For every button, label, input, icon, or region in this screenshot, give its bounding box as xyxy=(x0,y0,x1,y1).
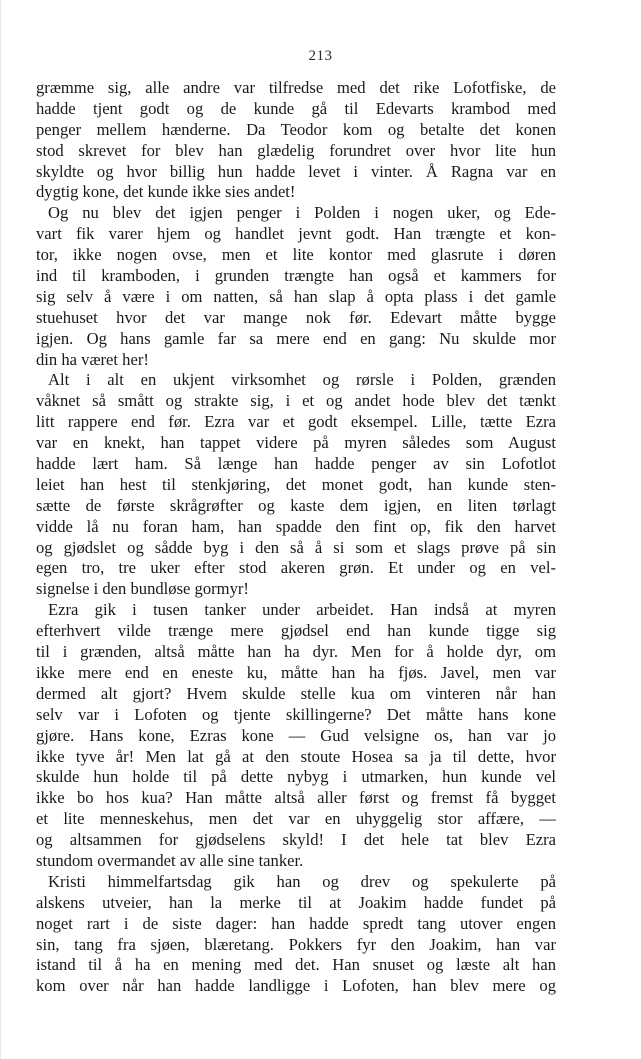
text-line: Ezra gik i tusen tanker under arbeidet. Han indså at myren xyxy=(48,600,556,620)
text-line: ikke mere end en eneste ku, måtte han ha fjøs. Javel, men var xyxy=(36,662,556,682)
text-line: dermed alt gjort? Hvem skulde stelle kua om vinteren når han xyxy=(36,683,556,703)
text-line: litt rappere end før. Ezra var et godt eksempel. Lille, tætte Ezra xyxy=(36,412,556,432)
text-line: sig selv å være i om natten, så han slap å opta plass i det gamle xyxy=(36,286,556,306)
text-line: leiet han hest til stenkjøring, det monet godt, han kunde sten- xyxy=(36,474,556,494)
body-text xyxy=(36,78,556,997)
text-line: skulde hun holde til på dette nybyg i utmarken, hun kunde vel xyxy=(36,767,556,787)
text-line: et lite menneskehus, men det var en uhyggelig stor affære, — xyxy=(36,809,556,829)
text-line: hadde lært ham. Så længe han hadde penger av sin Lofotlot xyxy=(36,454,556,474)
text-line: penger mellem hænderne. Da Teodor kom og betalte det konen xyxy=(36,119,556,139)
text-line: istand til å ha en mening med det. Han snuset og læste alt han xyxy=(36,955,556,975)
text-line: dygtig kone, det kunde ikke sies andet! xyxy=(36,182,296,202)
text-line: sin, tang fra sjøen, blæretang. Pokkers fyr den Joakim, han var xyxy=(36,934,556,954)
text-line: og gjødslet og sådde byg i den så å si som et slags prøve på sin xyxy=(36,537,556,557)
text-line: din ha været her! xyxy=(36,349,149,369)
text-line: efterhvert vilde trænge mere gjødsel end han kunde tigge sig xyxy=(36,621,556,641)
text-line: signelse i den bundløse gormyr! xyxy=(36,579,249,599)
text-line: og altsammen for gjødselens skyld! I det hele tat blev Ezra xyxy=(36,830,556,850)
text-line: kom over når han hadde landligge i Lofoten, han blev mere og xyxy=(36,976,556,996)
page-number: 213 xyxy=(308,48,333,64)
text-line: til i grænden, altså måtte han ha dyr. Men for å holde dyr, om xyxy=(36,642,556,662)
text-line: Kristi himmelfartsdag gik han og drev og spekulerte på xyxy=(48,871,556,891)
text-line: tor, ikke nogen ovse, men et lite kontor med glasrute i døren xyxy=(36,245,556,265)
text-line: græmme sig, alle andre var tilfredse med det rike Lofotfiske, de xyxy=(36,78,556,97)
text-line: selv var i Lofoten og tjente skillingerne? Det måtte hans kone xyxy=(36,704,556,724)
text-line: sætte de første skrågrøfter og kaste dem igjen, en liten tørlagt xyxy=(36,495,556,515)
text-line: stuehuset hvor det var mange nok før. Edevart måtte bygge xyxy=(36,307,556,327)
text-line: Alt i alt en ukjent virksomhet og rørsle i Polden, grænden xyxy=(48,370,556,390)
text-line: noget rart i de siste dager: han hadde spredt tang utover engen xyxy=(36,913,556,933)
text-line: Og nu blev det igjen penger i Polden i nogen uker, og Ede- xyxy=(48,203,556,223)
text-line: stundom overmandet av alle sine tanker. xyxy=(36,850,304,870)
text-line: igjen. Og hans gamle far sa mere end en gang: Nu skulde mor xyxy=(36,328,556,348)
text-line: ikke tyve år! Men lat gå at den stoute Hosea sa ja til dette, hvor xyxy=(36,746,556,766)
text-line: vidde lå nu foran ham, han spadde den fint op, fik den harvet xyxy=(36,516,556,536)
text-line: egen tro, tre uker efter stod akeren grøn. Et under og en vel- xyxy=(36,558,556,578)
text-line: hadde tjent godt og de kunde gå til Edevarts krambod med xyxy=(36,98,556,118)
text-line: ind til kramboden, i grunden trængte han også et kammers for xyxy=(36,266,556,286)
text-line: ikke bo hos kua? Han måtte altså aller først og fremst få bygget xyxy=(36,788,556,808)
text-line: vart fik varer hjem og handlet jevnt godt. Han trængte et kon- xyxy=(36,224,556,244)
text-line: våknet så smått og strakte sig, i et og andet hode blev det tænkt xyxy=(36,391,556,411)
text-line: gjøre. Hans kone, Ezras kone — Gud velsigne os, han var jo xyxy=(36,725,556,745)
text-line: var en knekt, han tappet videre på myren således som August xyxy=(36,433,556,453)
text-line: stod skrevet for blev han glædelig forundret over hvor lite hun xyxy=(36,140,556,160)
text-line: alskens utveier, han la merke til at Joakim hadde fundet på xyxy=(36,892,556,912)
text-line: skyldte og hvor billig hun hadde levet i vinter. Å Ragna var en xyxy=(36,161,556,181)
